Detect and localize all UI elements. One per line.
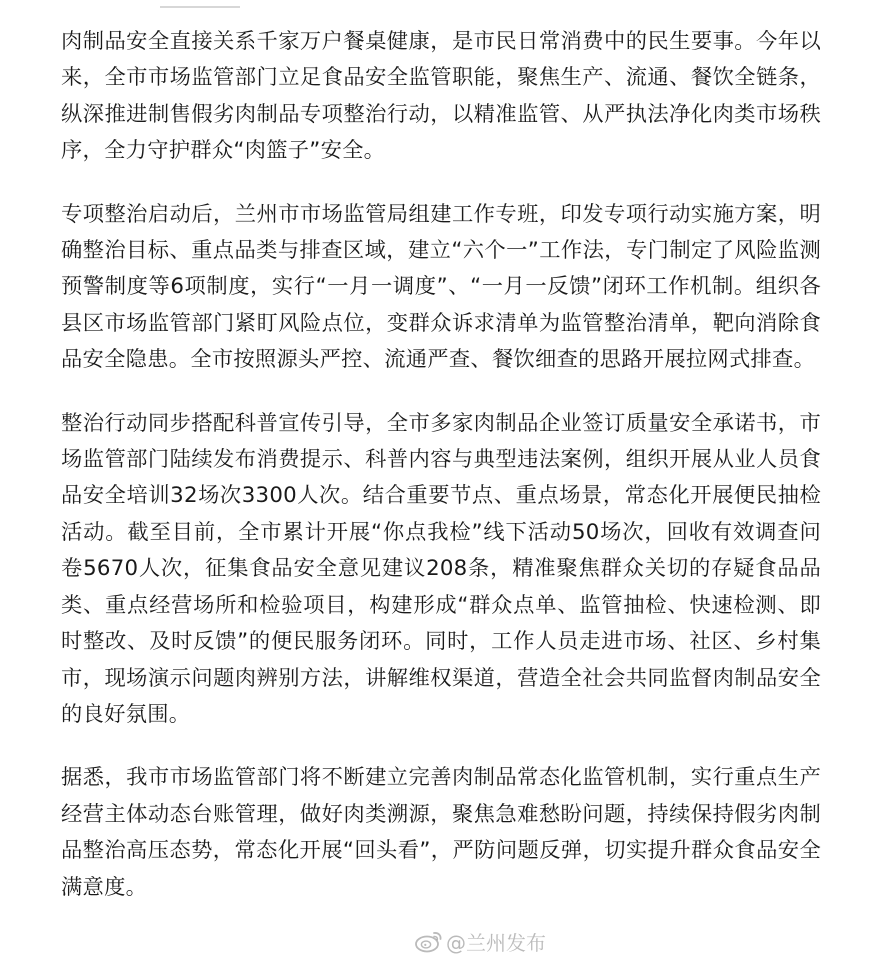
article-paragraph-3: 整治行动同步搭配科普宣传引导，全市多家肉制品企业签订质量安全承诺书，市场监管部门陆续发布消费提示、科普内容与典型违法案例，组织开展从业人员食品安全培训32场次3300人次。结合重要节点、重点场景，常态化开展便民抽检活动。截至目前，全市累计开展“你点我检”线下活动50场次，回收有效调查问卷5670人次，征集食品安全意见建议208条，精准聚焦群众关切的存疑食品品类、重点经营场所和检验项目，构建形成“群众点单、监管抽检、快速检测、即时整改、及时反馈”的便民服务闭环。同时，工作人员走进市场、社区、乡村集市，现场演示问题肉辨别方法，讲解维权渠道，营造全社会共同监督肉制品安全的良好氛围。 xyxy=(61,410,821,727)
article-paragraph-1: 肉制品安全直接关系千家万户餐桌健康，是市民日常消费中的民生要事。今年以来，全市市场监管部门立足食品安全监管职能，聚焦生产、流通、餐饮全链条，纵深推进制售假劣肉制品专项整治行动，以精准监管、从严执法净化肉类市场秩序，全力守护群众“肉篮子”安全。 xyxy=(61,29,821,164)
article-body xyxy=(61,24,821,933)
article-paragraph-4: 据悉，我市市场监管部门将不断建立完善肉制品常态化监管机制，实行重点生产经营主体动态台账管理，做好肉类溯源，聚焦急难愁盼问题，持续保持假劣肉制品整治高压态势，常态化开展“回头看”，严防问题反弹，切实提升群众食品安全满意度。 xyxy=(61,765,821,900)
article-paragraph-2: 专项整治启动后，兰州市市场监管局组建工作专班，印发专项行动实施方案，明确整治目标、重点品类与排查区域，建立“六个一”工作法，专门制定了风险监测预警制度等6项制度，实行“一月一调度”、“一月一反馈”闭环工作机制。组织各县区市场监管部门紧盯风险点位，变群众诉求清单为监管整治清单，靶向消除食品安全隐患。全市按照源头严控、流通严查、餐饮细查的思路开展拉网式排查。 xyxy=(61,201,821,373)
watermark-text: @兰州发布 xyxy=(446,930,546,955)
cropped-header-fragment xyxy=(160,0,240,8)
